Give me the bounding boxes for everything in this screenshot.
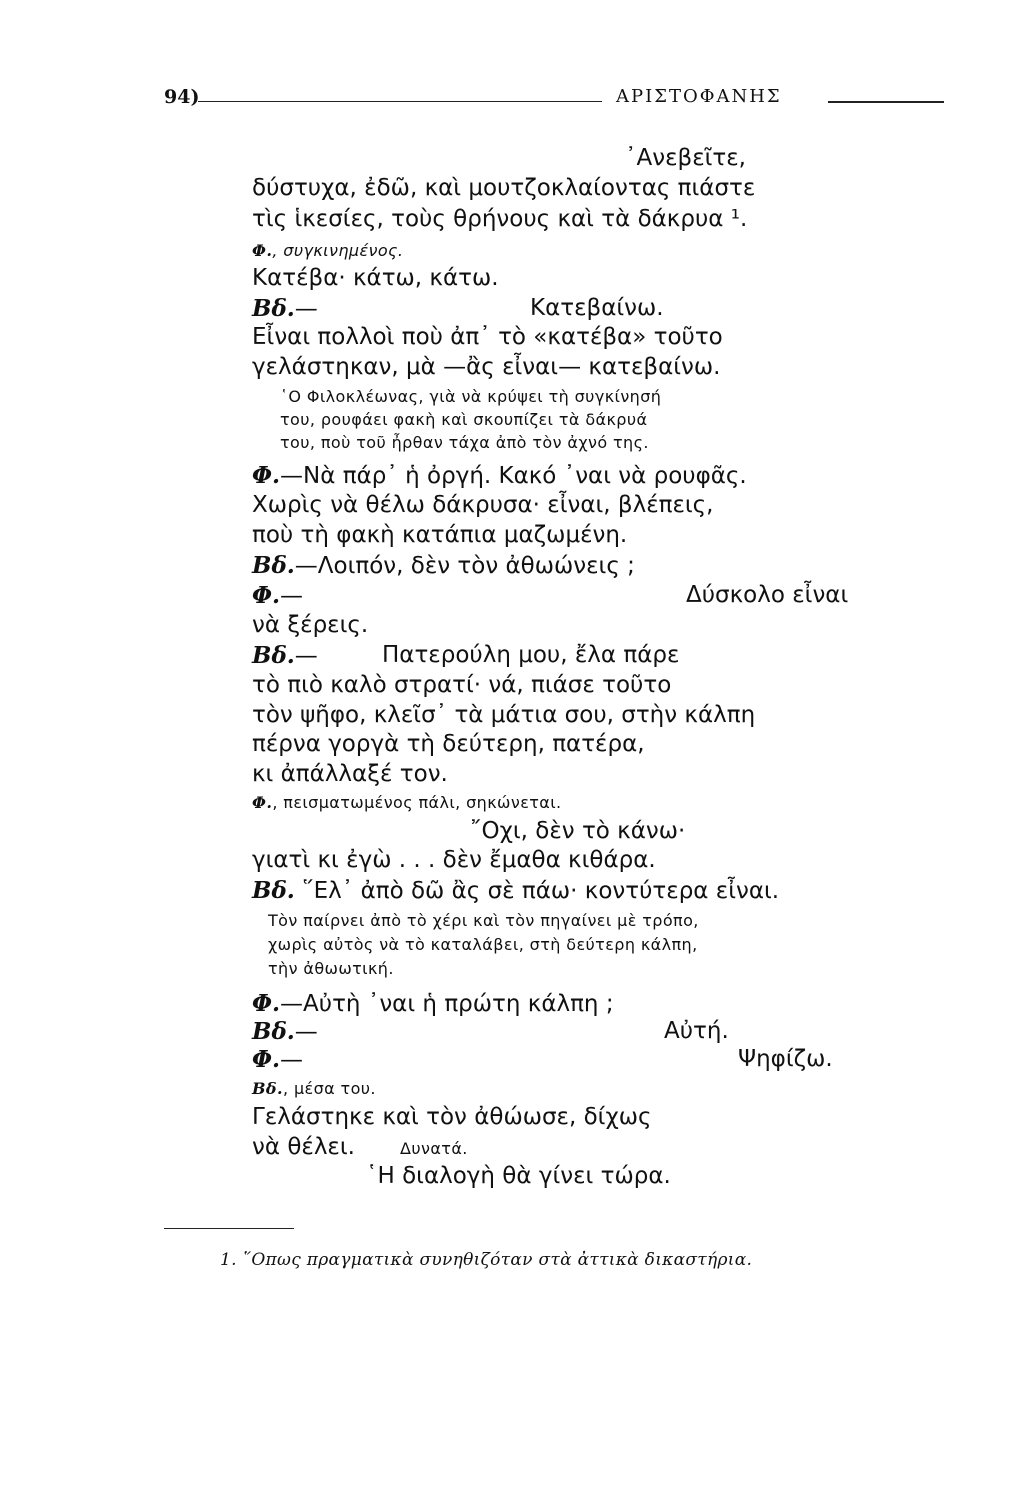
speech-line: Φ.—Αὐτὴ ᾽ναι ἡ πρώτη κάλπη ;: [252, 990, 614, 1017]
verse-line: ποὺ τὴ φακὴ κατάπια μαζωμένη.: [252, 522, 628, 548]
verse-line: Αὐτή.: [664, 1018, 729, 1044]
speech-line: Φ.—Νὰ πάρ᾽ ἡ ὀργή. Κακό ᾽ναι νὰ ρουφᾶς.: [252, 462, 747, 489]
running-title: ΑΡΙΣΤΟΦΑΝΗΣ: [616, 86, 782, 107]
verse-line: τὸ πιὸ καλὸ στρατί· νά, πιάσε τοῦτο: [252, 672, 672, 698]
speaker-label: Βδ.: [252, 642, 295, 669]
speaker-label: Φ.: [252, 582, 281, 609]
verse-line: Εἶναι πολλοὶ ποὺ ἀπ᾽ τὸ «κατέβα» τοῦτο: [252, 324, 723, 350]
speech-line: Βδ.—: [252, 1018, 318, 1045]
verse-line: νὰ θέλει.: [252, 1134, 355, 1160]
speech-line: Βδ. ῞Ελ᾽ ἀπὸ δῶ ἂς σὲ πάω· κοντύτερα εἶναι.: [252, 877, 780, 904]
speaker-label: Φ.: [252, 241, 273, 260]
verse-line: Ψηφίζω.: [738, 1046, 833, 1072]
verse-line: γελάστηκαν, μὰ —ἂς εἶναι— κατεβαίνω.: [252, 354, 721, 380]
stage-direction: του, ρουφάει φακὴ καὶ σκουπίζει τὰ δάκρυά: [280, 410, 648, 429]
verse-line: κι ἀπάλλαξέ τον.: [252, 761, 448, 787]
verse-line: ᾽Ανεβεῖτε,: [625, 145, 746, 171]
speaker-label: Βδ.: [252, 1079, 283, 1098]
header-rule-right: [828, 101, 944, 103]
header-rule-left: [198, 101, 602, 102]
verse-line: Κατέβα· κάτω, κάτω.: [252, 265, 499, 291]
speech-line: Βδ.—: [252, 295, 318, 322]
footnote: 1. ῞Οπως πραγματικὰ συνηθιζόταν στὰ ἀττικὰ δικαστήρια.: [220, 1250, 753, 1270]
speech-line: Φ.—: [252, 582, 304, 609]
speaker-label: Φ.: [252, 990, 281, 1017]
speech-line: Βδ.—: [252, 642, 318, 669]
speech-line: Βδ.—Λοιπόν, δὲν τὸν ἀθωώνεις ;: [252, 552, 635, 579]
speaker-label: Βδ.: [252, 295, 295, 322]
verse-line: Πατερούλη μου, ἔλα πάρε: [382, 642, 680, 668]
verse-line: τὶς ἱκεσίες, τοὺς θρήνους καὶ τὰ δάκρυα ¹.: [252, 206, 748, 232]
footnote-rule: [164, 1228, 294, 1229]
verse-line: τὸν ψῆφο, κλεῖσ᾽ τὰ μάτια σου, στὴν κάλπη: [252, 702, 756, 728]
verse-line: ῾Η διαλογὴ θὰ γίνει τώρα.: [366, 1163, 671, 1189]
verse-line: Χωρὶς νὰ θέλω δάκρυσα· εἶναι, βλέπεις,: [252, 492, 714, 518]
verse-line: Γελάστηκε καὶ τὸν ἀθώωσε, δίχως: [252, 1104, 652, 1130]
running-header: [164, 82, 944, 118]
verse-line: Δύσκολο εἶναι: [686, 582, 849, 608]
stage-direction: του, ποὺ τοῦ ἦρθαν τάχα ἀπὸ τὸν ἀχνό της.: [280, 433, 649, 452]
speaker-label: Βδ.: [252, 1018, 295, 1045]
speaker-label: Βδ.: [252, 877, 295, 904]
stage-direction: Δυνατά.: [400, 1139, 468, 1158]
verse-line: νὰ ξέρεις.: [252, 612, 369, 638]
speaker-label: Φ.: [252, 793, 273, 812]
stage-direction: χωρὶς αὐτὸς νὰ τὸ καταλάβει, στὴ δεύτερη κάλπη,: [268, 935, 698, 954]
stage-direction: τὴν ἀθωωτική.: [268, 959, 394, 978]
verse-line: Κατεβαίνω.: [530, 295, 664, 321]
stage-direction: Τὸν παίρνει ἀπὸ τὸ χέρι καὶ τὸν πηγαίνει μὲ τρόπο,: [268, 911, 699, 930]
stage-direction: ῾Ο Φιλοκλέωνας, γιὰ νὰ κρύψει τὴ συγκίνησή: [280, 387, 662, 406]
verse-line: δύστυχα, ἐδῶ, καὶ μουτζοκλαίοντας πιάστε: [252, 175, 756, 201]
stage-direction: Φ., πεισματωμένος πάλι, σηκώνεται.: [252, 793, 562, 812]
speech-line: Φ.—: [252, 1046, 304, 1073]
speaker-label: Φ.: [252, 1046, 281, 1073]
speaker-label: Φ.: [252, 462, 281, 489]
stage-direction: Βδ., μέσα του.: [252, 1079, 376, 1098]
page-number: 94): [164, 86, 200, 108]
verse-line: γιατὶ κι ἐγὼ . . . δὲν ἔμαθα κιθάρα.: [252, 847, 656, 873]
verse-line: πέρνα γοργὰ τὴ δεύτερη, πατέρα,: [252, 731, 645, 757]
stage-direction: Φ., συγκινημένος.: [252, 241, 404, 260]
verse-line: ῎Οχι, δὲν τὸ κάνω·: [470, 818, 686, 844]
speaker-label: Βδ.: [252, 552, 295, 579]
